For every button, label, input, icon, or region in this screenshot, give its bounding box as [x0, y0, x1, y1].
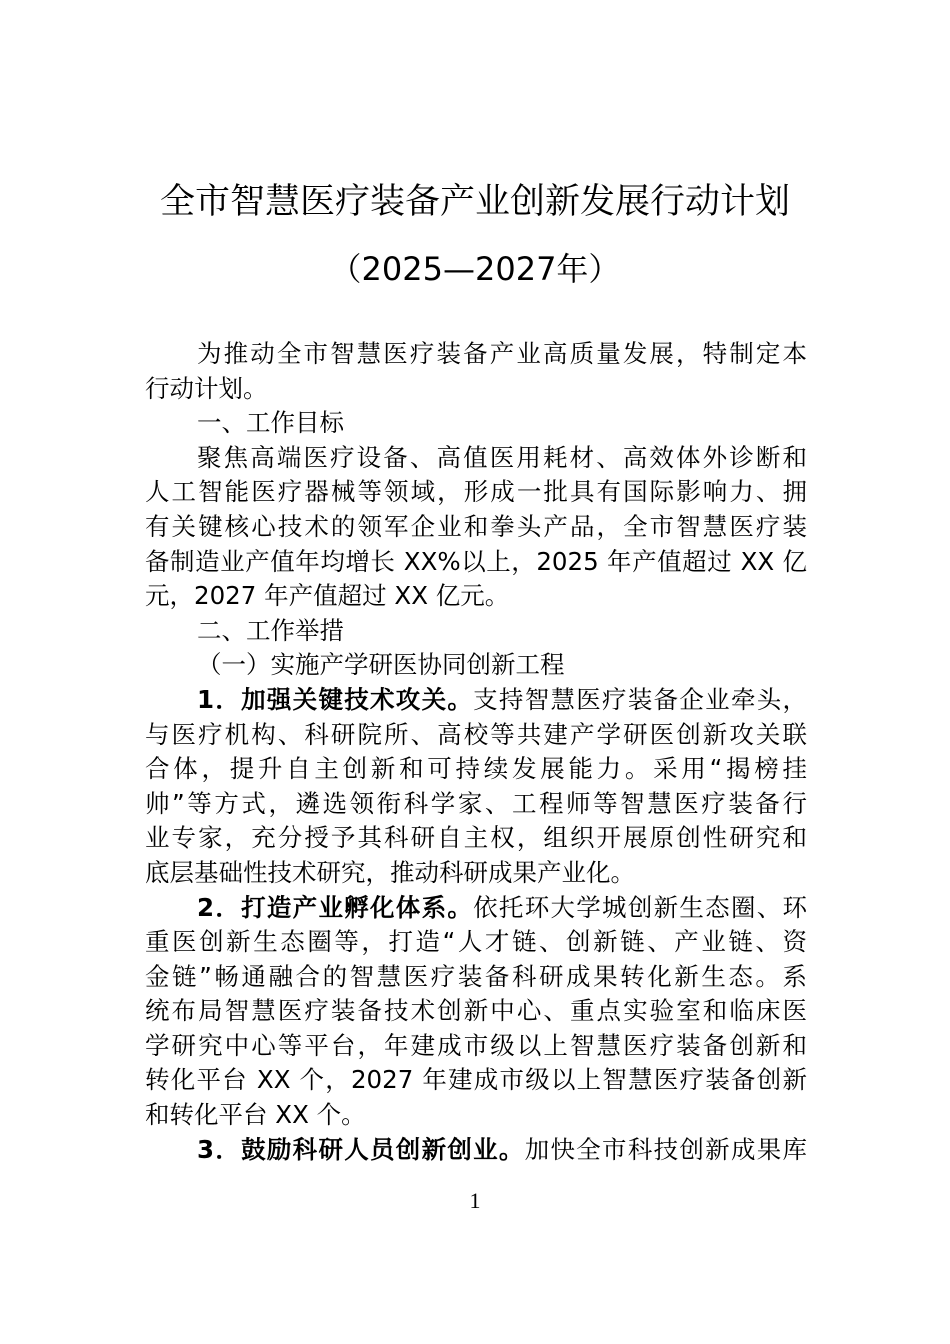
line-text: 二、工作举措 [197, 615, 344, 645]
paragraph-line [145, 683, 807, 718]
paragraph-line [145, 579, 807, 614]
line-text: 转化平台 XX 个，2027 年建成市级以上智慧医疗装备创新 [145, 1065, 807, 1095]
paragraph-line [145, 406, 807, 441]
paragraph-line [145, 648, 807, 683]
paragraph-line [145, 856, 807, 891]
line-text: 行动计划。 [145, 373, 268, 403]
document-body [145, 337, 807, 1167]
paragraph-line [145, 545, 807, 580]
line-text: 金链”畅通融合的智慧医疗装备科研成果转化新生态。系 [145, 961, 807, 991]
bold-lead-heading: 1．加强关键技术攻关。 [197, 684, 474, 714]
paragraph-line [145, 821, 807, 856]
paragraph-line [145, 372, 807, 407]
line-text: 统布局智慧医疗装备技术创新中心、重点实验室和临床医 [145, 996, 807, 1026]
paragraph-line [145, 510, 807, 545]
line-text: 支持智慧医疗装备企业牵头， [473, 684, 808, 714]
line-text: 合体，提升自主创新和可持续发展能力。采用“揭榜挂 [145, 754, 807, 784]
line-text: 与医疗机构、科研院所、高校等共建产学研医创新攻关联 [145, 719, 807, 749]
page-number: 1 [469, 1188, 481, 1213]
line-text: （一）实施产学研医协同创新工程 [197, 650, 565, 680]
paragraph-line [145, 925, 807, 960]
paragraph-line [145, 441, 807, 476]
line-text: 帅”等方式，遴选领衔科学家、工程师等智慧医疗装备行 [145, 788, 807, 818]
paragraph-line [145, 718, 807, 753]
line-text: 为推动全市智慧医疗装备产业高质量发展，特制定本 [197, 339, 807, 368]
line-text: 加快全市科技创新成果库 [524, 1134, 808, 1164]
line-text: 一、工作目标 [197, 408, 344, 438]
line-text: 有关键核心技术的领军企业和拳头产品，全市智慧医疗装 [145, 511, 807, 541]
paragraph-line [145, 475, 807, 510]
paragraph-line [145, 891, 807, 926]
paragraph-line [145, 787, 807, 822]
line-text: 人工智能医疗器械等领域，形成一批具有国际影响力、拥 [145, 477, 807, 507]
paragraph-line [145, 960, 807, 995]
line-text: 学研究中心等平台，年建成市级以上智慧医疗装备创新和 [145, 1030, 807, 1060]
paragraph-line [145, 994, 807, 1029]
line-text: 业专家，充分授予其科研自主权，组织开展原创性研究和 [145, 823, 807, 853]
paragraph-line [145, 1063, 807, 1098]
line-text: 和转化平台 XX 个。 [145, 1100, 366, 1130]
line-text: 依托环大学城创新生态圈、环 [473, 892, 808, 922]
paragraph-line [145, 1029, 807, 1064]
paragraph-line [145, 1133, 807, 1168]
document-subtitle: （2025—2027年） [329, 250, 621, 288]
line-text: 重医创新生态圈等，打造“人才链、创新链、产业链、资 [145, 927, 807, 957]
bold-lead-heading: 3．鼓励科研人员创新创业。 [197, 1134, 525, 1164]
paragraph-line [145, 337, 807, 372]
line-text: 底层基础性技术研究，推动科研成果产业化。 [145, 857, 635, 887]
line-text: 元，2027 年产值超过 XX 亿元。 [145, 581, 510, 611]
line-text: 备制造业产值年均增长 XX%以上，2025 年产值超过 XX 亿 [145, 546, 807, 576]
bold-lead-heading: 2．打造产业孵化体系。 [197, 892, 474, 922]
line-text: 聚焦高端医疗设备、高值医用耗材、高效体外诊断和 [197, 442, 807, 472]
paragraph-line [145, 614, 807, 649]
paragraph-line [145, 752, 807, 787]
paragraph-line [145, 1098, 807, 1133]
document-title: 全市智慧医疗装备产业创新发展行动计划 [159, 182, 790, 222]
